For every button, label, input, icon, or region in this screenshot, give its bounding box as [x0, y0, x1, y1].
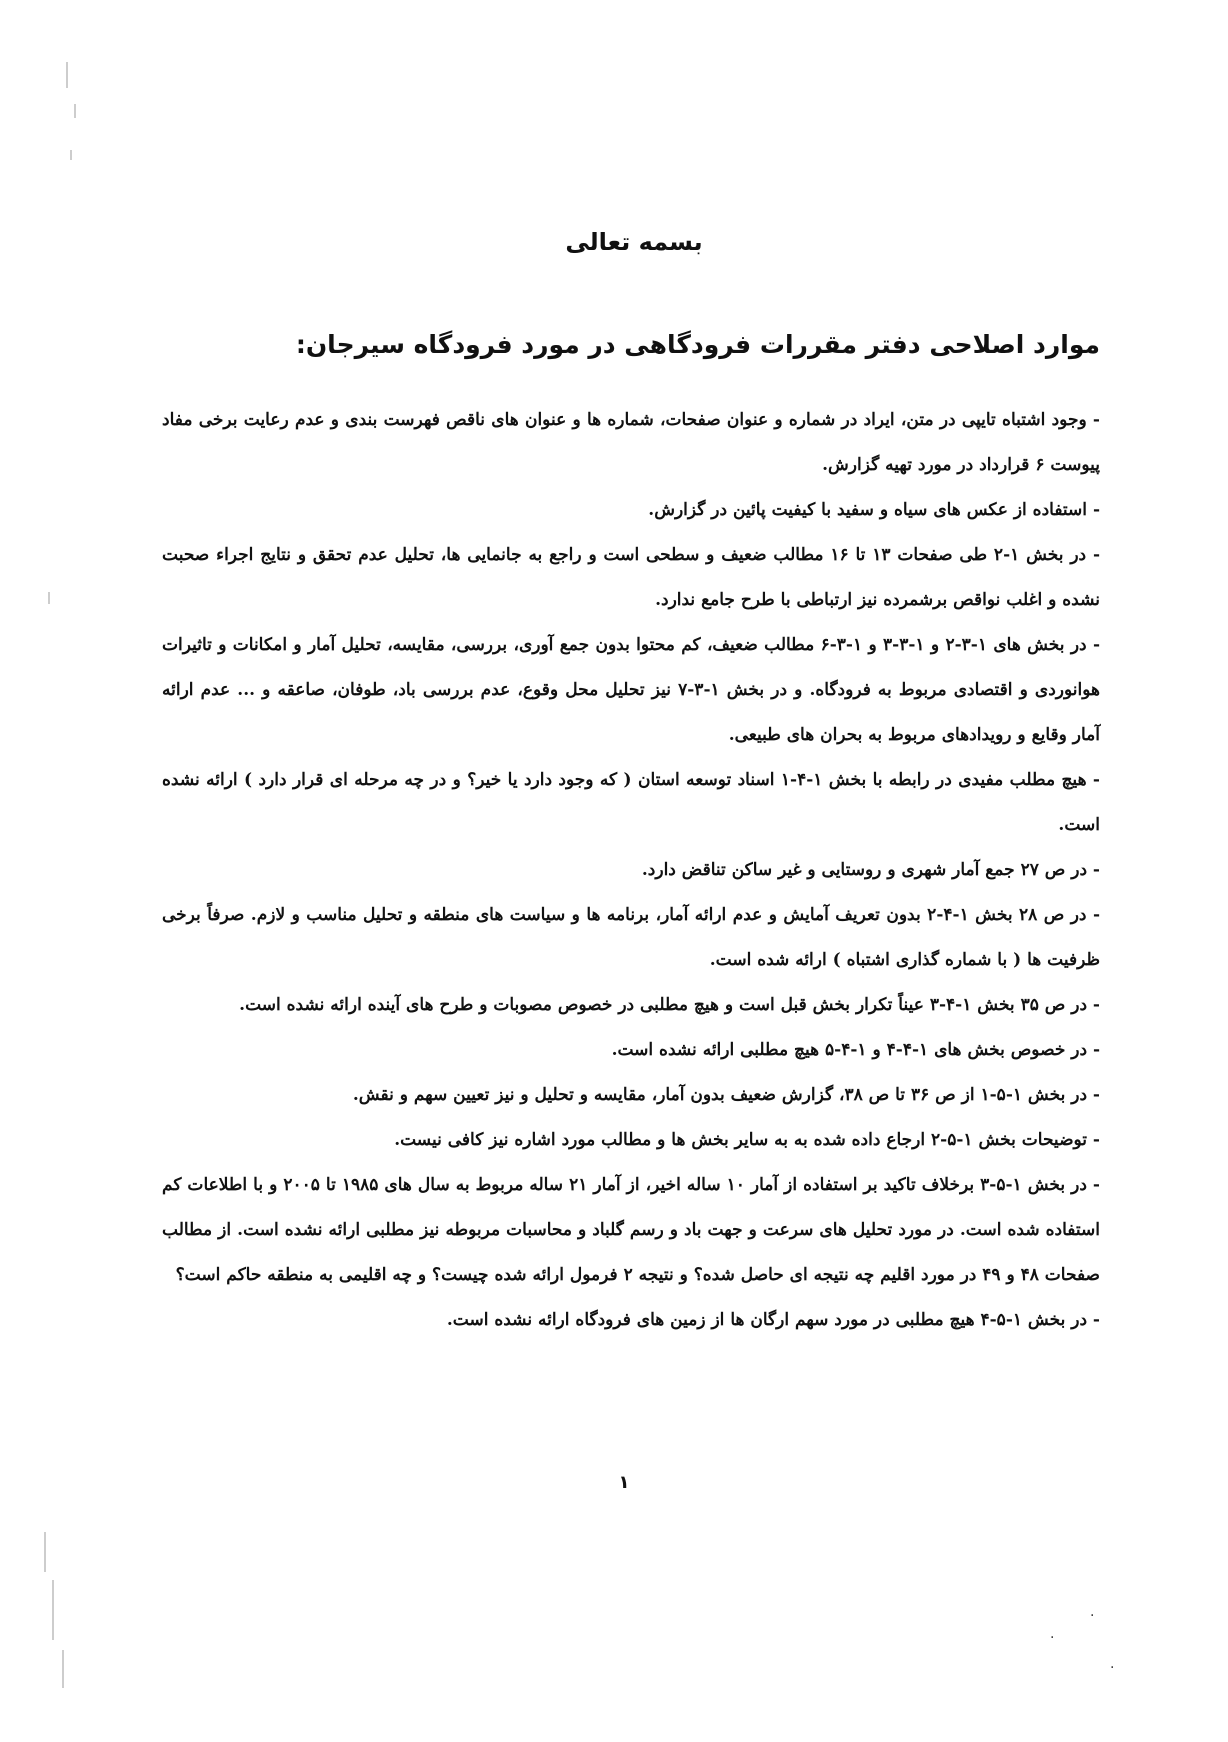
document-body [162, 398, 1100, 1343]
document-heading: بسمه تعالی [565, 228, 703, 256]
scan-speck [66, 62, 68, 88]
scan-speck [48, 592, 50, 604]
list-item: - استفاده از عکس های سیاه و سفید با کیفیت پائین در گزارش. [648, 500, 1100, 520]
list-item: - در بخش ۱-۵-۴ هیچ مطلبی در مورد سهم ارگان ها از زمین های فرودگاه ارائه نشده است. [446, 1310, 1100, 1330]
list-item: - در ص ۲۷ جمع آمار شهری و روستایی و غیر ساکن تناقض دارد. [641, 860, 1100, 880]
list-item: - در بخش ۱-۲ طی صفحات ۱۳ تا ۱۶ مطالب ضعیف و سطحی است و راجع به جانمایی ها، تحلیل عدم تحقق و نتایج اجراء صحبت نشده و اغلب نواقص برشمرده نیز ارتباطی با طرح جامع ندارد. [162, 545, 1100, 610]
list-item: - در خصوص بخش های ۱-۴-۴ و ۱-۴-۵ هیچ مطلبی ارائه نشده است. [611, 1040, 1100, 1060]
list-item: - در ص ۲۸ بخش ۱-۴-۲ بدون تعریف آمایش و عدم ارائه آمار، برنامه ها و سیاست های منطقه و تحلیل مناسب و لازم. صرفاً برخی ظرفیت ها ( با شماره گذاری اشتباه ) ارائه شده است. [162, 905, 1100, 970]
scan-speck [62, 1650, 64, 1688]
list-item: - در بخش ۱-۵-۱ از ص ۳۶ تا ص ۳۸، گزارش ضعیف بدون آمار، مقایسه و تحلیل و نیز تعیین سهم و نقش. [352, 1085, 1100, 1105]
list-item: - هیچ مطلب مفیدی در رابطه با بخش ۱-۴-۱ اسناد توسعه استان ( که وجود دارد یا خیر؟ و در چه مرحله ای قرار دارد ) ارائه نشده است. [162, 770, 1100, 835]
list-item: - در ص ۳۵ بخش ۱-۴-۳ عیناً تکرار بخش قبل است و هیچ مطلبی در خصوص مصوبات و طرح های آینده ارائه نشده است. [239, 995, 1100, 1015]
page-number: ۱ [618, 1472, 630, 1493]
document-subtitle: موارد اصلاحی دفتر مقررات فرودگاهی در مورد فرودگاه سیرجان: [295, 330, 1100, 359]
list-item: - در بخش های ۱-۳-۲ و ۱-۳-۳ و ۱-۳-۶ مطالب ضعیف، کم محتوا بدون جمع آوری، بررسی، مقایسه، تحلیل آمار و امکانات و تاثیرات هوانوردی و اقتصادی مربوط به فرودگاه. و در بخش ۱-۳-۷ نیز تحلیل محل وقوع، عدم بررسی باد، طوفان، صاعقه و ... عدم ارائه آمار وقایع و رویدادهای مربوط به بحران های طبیعی. [162, 635, 1101, 745]
scan-speck [70, 150, 72, 160]
scan-mark: · [1090, 1608, 1095, 1624]
scan-speck [44, 1532, 46, 1572]
scan-mark: · [1110, 1660, 1115, 1676]
scan-mark: · [1050, 1630, 1055, 1646]
list-item: - توضیحات بخش ۱-۵-۲ ارجاع داده شده به به سایر بخش ها و مطالب مورد اشاره نیز کافی نیست. [394, 1130, 1100, 1150]
scan-speck [74, 104, 76, 118]
list-item: - وجود اشتباه تایپی در متن، ایراد در شماره و عنوان صفحات، شماره ها و عنوان های ناقص فهرست بندی و عدم رعایت برخی مفاد پیوست ۶ قرارداد در مورد تهیه گزارش. [162, 410, 1100, 475]
scan-speck [52, 1580, 54, 1640]
list-item: - در بخش ۱-۵-۳ برخلاف تاکید بر استفاده از آمار ۱۰ ساله اخیر، از آمار ۲۱ ساله مربوط به سال های ۱۹۸۵ تا ۲۰۰۵ و با اطلاعات کم استفاده شده است. در مورد تحلیل های سرعت و جهت باد و رسم گلباد و محاسبات مربوطه نیز مطلبی ارائه نشده است. از مطالب صفحات ۴۸ و ۴۹ در مورد اقلیم چه نتیجه ای حاصل شده؟ و نتیجه ۲ فرمول ارائه شده چیست؟ و چه اقلیمی به منطقه حاکم است؟ [162, 1175, 1100, 1285]
